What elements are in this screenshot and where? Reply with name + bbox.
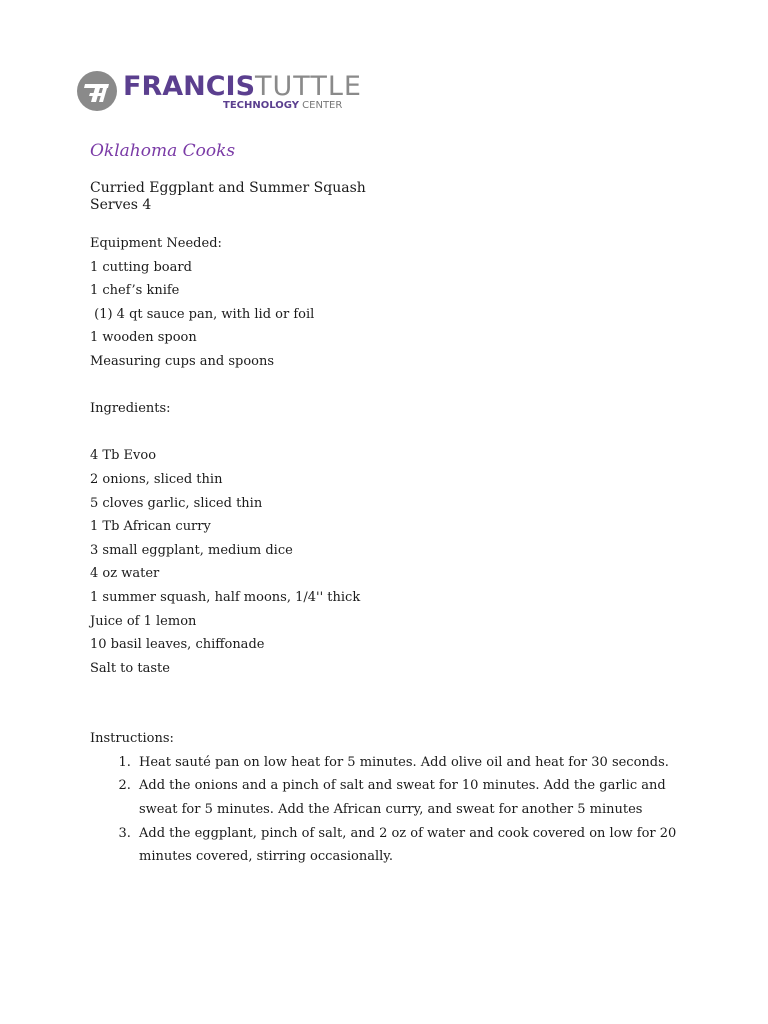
ingredient-item: 10 basil leaves, chiffonade bbox=[90, 637, 265, 653]
ingredients-heading: Ingredients: bbox=[90, 401, 171, 417]
ingredient-item: 4 oz water bbox=[90, 566, 160, 582]
recipe-document bbox=[90, 140, 690, 869]
logo-name-light: TUTTLE bbox=[255, 71, 362, 102]
instruction-step: 2. Add the onions and a pinch of salt and sweat for 10 minutes. Add the garlic and sweat for 5 minutes. Add the African curry, and sweat for another 5 minutes bbox=[135, 774, 690, 821]
equipment-item: 1 wooden spoon bbox=[90, 330, 197, 346]
spacer bbox=[90, 421, 690, 445]
instructions-list bbox=[90, 751, 690, 869]
equipment-heading: Equipment Needed: bbox=[90, 236, 222, 251]
ingredient-item: 4 Tb Evoo bbox=[90, 448, 157, 464]
spacer bbox=[90, 374, 690, 398]
instruction-step: 1. Heat sauté pan on low heat for 5 minutes. Add olive oil and heat for 30 seconds. bbox=[135, 751, 690, 775]
ingredient-item: 2 onions, sliced thin bbox=[90, 471, 223, 487]
ft-monogram-icon bbox=[76, 70, 118, 112]
equipment-list bbox=[90, 256, 690, 374]
logo-wordmark bbox=[123, 71, 362, 103]
francis-tuttle-logo bbox=[76, 70, 362, 116]
instruction-step: 3. Add the eggplant, pinch of salt, and 2 oz of water and cook covered on low for 20 minutes covered, stirring occasionally. bbox=[135, 822, 690, 869]
ingredient-item: Salt to taste bbox=[90, 660, 170, 676]
instructions-heading: Instructions: bbox=[90, 731, 174, 747]
logo-sub-bold: TECHNOLOGY bbox=[223, 100, 299, 111]
equipment-item: Measuring cups and spoons bbox=[90, 353, 275, 369]
equipment-item: 1 cutting board bbox=[90, 259, 192, 275]
spacer bbox=[90, 680, 690, 727]
ingredient-item: Juice of 1 lemon bbox=[90, 613, 197, 629]
ingredient-item: 1 summer squash, half moons, 1/4'' thick bbox=[90, 589, 361, 605]
ingredient-item: 5 cloves garlic, sliced thin bbox=[90, 495, 263, 511]
ingredients-list bbox=[90, 444, 690, 680]
logo-subline bbox=[223, 100, 342, 111]
ingredient-item: 1 Tb African curry bbox=[90, 519, 211, 535]
logo-sub-light: CENTER bbox=[302, 100, 343, 111]
equipment-item: 1 chef’s knife bbox=[90, 283, 180, 299]
logo-name-bold: FRANCIS bbox=[123, 71, 256, 102]
equipment-item: (1) 4 qt sauce pan, with lid or foil bbox=[90, 306, 315, 322]
document-subtitle: Oklahoma Cooks bbox=[90, 141, 236, 161]
ingredient-item: 3 small eggplant, medium dice bbox=[90, 542, 293, 558]
serves-count: Serves 4 bbox=[90, 197, 152, 213]
recipe-title: Curried Eggplant and Summer Squash bbox=[90, 180, 366, 196]
